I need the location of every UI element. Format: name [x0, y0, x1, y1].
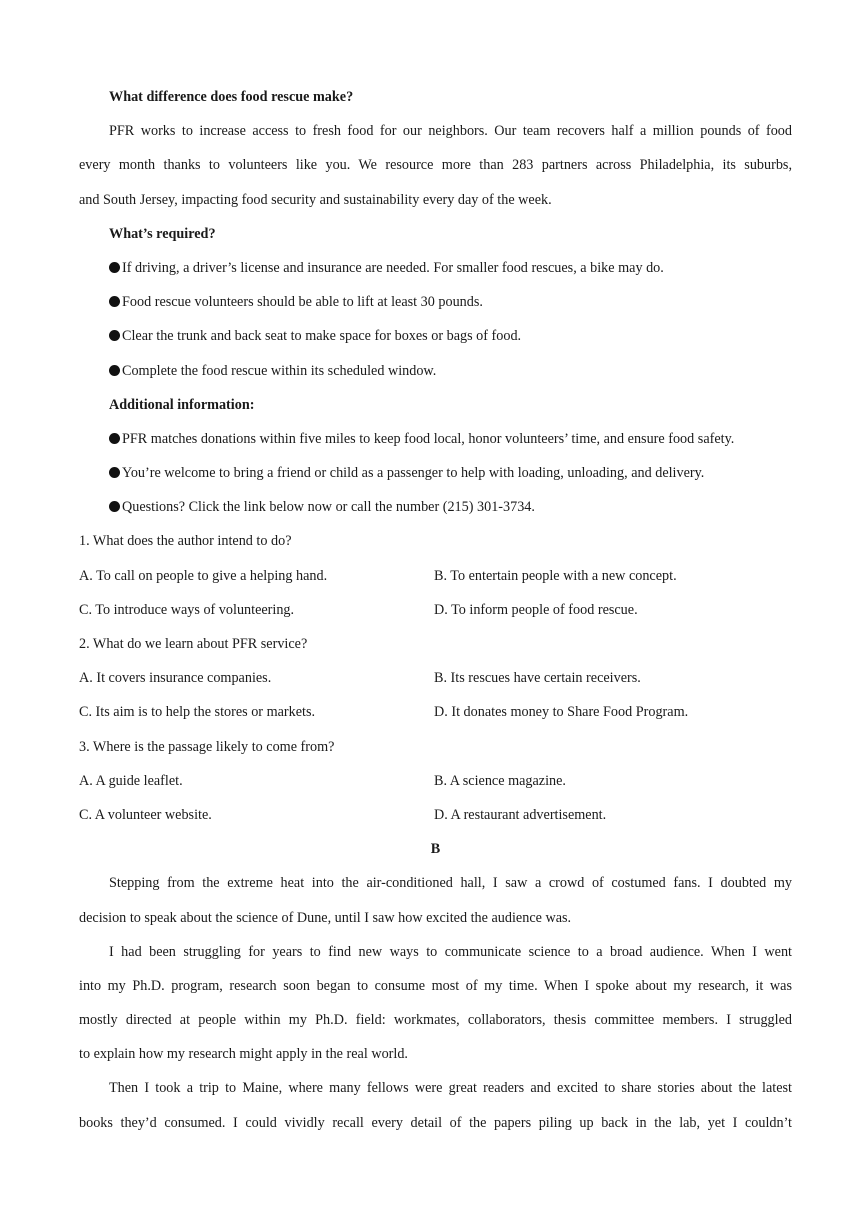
list-item: [79, 251, 792, 285]
bullet-icon: [109, 467, 120, 478]
paragraph-line: and South Jersey, impacting food security and sustainability every day of the week.: [79, 191, 552, 208]
option-a: A. It covers insurance companies.: [79, 670, 272, 687]
heading-food-rescue-difference: What difference does food rescue make?: [109, 89, 354, 105]
bullet-icon: [109, 433, 120, 444]
option-b: B. A science magazine.: [434, 772, 566, 789]
bullet-icon: [109, 330, 120, 341]
bullet-icon: [109, 501, 120, 512]
bullet-icon: [109, 262, 120, 273]
option-row: [79, 764, 792, 798]
bullet-icon: [109, 365, 120, 376]
option-c: C. Its aim is to help the stores or markets.: [79, 704, 316, 721]
option-a: A. To call on people to give a helping hand.: [79, 567, 328, 584]
paragraph-line: every month thanks to volunteers like you. We resource more than 283 partners across Philadelphia, its suburbs,: [79, 157, 792, 174]
list-item: [79, 490, 792, 524]
document-page: [79, 80, 792, 1140]
option-c: C. A volunteer website.: [79, 806, 212, 823]
paragraph-line: Then I took a trip to Maine, where many fellows were great readers and excited to share stories about the latest: [109, 1080, 792, 1097]
list-item: [79, 319, 792, 353]
list-item: [79, 285, 792, 319]
list-item-text: Questions? Click the link below now or call the number (215) 301-3734.: [122, 499, 535, 516]
paragraph-line: decision to speak about the science of Dune, until I saw how excited the audience was.: [79, 909, 572, 926]
option-d: D. To inform people of food rescue.: [434, 601, 638, 618]
list-item-text: Clear the trunk and back seat to make space for boxes or bags of food.: [122, 328, 522, 345]
option-row: [79, 661, 792, 695]
option-row: [79, 798, 792, 832]
option-row: [79, 593, 792, 627]
paragraph-line: books they’d consumed. I could vividly recall every detail of the papers piling up back in the lab, yet I couldn’t: [79, 1114, 792, 1131]
option-row: [79, 559, 792, 593]
heading-whats-required: What’s required?: [109, 225, 216, 242]
option-b: B. To entertain people with a new concept.: [434, 567, 677, 584]
paragraph-line: I had been struggling for years to find new ways to communicate science to a broad audience. When I went: [109, 943, 792, 960]
paragraph-line: to explain how my research might apply in the real world.: [79, 1046, 408, 1063]
paragraph-line: Stepping from the extreme heat into the air-conditioned hall, I saw a crowd of costumed fans. I doubted my: [109, 875, 792, 892]
list-item: [79, 422, 792, 456]
list-item: [79, 354, 792, 388]
section-b-title: B: [430, 841, 441, 858]
option-row: [79, 695, 792, 729]
option-c: C. To introduce ways of volunteering.: [79, 601, 295, 618]
heading-additional-information: Additional information:: [109, 396, 255, 413]
paragraph-line: PFR works to increase access to fresh food for our neighbors. Our team recovers half a million pounds of food: [109, 123, 792, 140]
question-stem: 2. What do we learn about PFR service?: [79, 636, 308, 652]
list-item-text: Complete the food rescue within its scheduled window.: [122, 362, 437, 379]
list-item-text: Food rescue volunteers should be able to lift at least 30 pounds.: [122, 294, 483, 311]
option-d: D. A restaurant advertisement.: [434, 806, 607, 823]
question-stem: 3. Where is the passage likely to come from?: [79, 738, 335, 755]
option-d: D. It donates money to Share Food Program.: [434, 704, 689, 721]
option-b: B. Its rescues have certain receivers.: [434, 670, 641, 687]
list-item: [79, 456, 792, 490]
paragraph-line: mostly directed at people within my Ph.D. field: workmates, collaborators, thesis committee members. I struggled: [79, 1012, 792, 1029]
option-a: A. A guide leaflet.: [79, 772, 183, 789]
question-stem: 1. What does the author intend to do?: [79, 533, 292, 550]
paragraph-line: into my Ph.D. program, research soon began to consume most of my time. When I spoke about my research, it was: [79, 977, 792, 994]
list-item-text: If driving, a driver’s license and insurance are needed. For smaller food rescues, a bike may do.: [122, 259, 664, 276]
list-item-text: You’re welcome to bring a friend or child as a passenger to help with loading, unloading, and delivery.: [122, 465, 705, 482]
list-item-text: PFR matches donations within five miles to keep food local, honor volunteers’ time, and ensure food safety.: [122, 430, 735, 447]
bullet-icon: [109, 296, 120, 307]
